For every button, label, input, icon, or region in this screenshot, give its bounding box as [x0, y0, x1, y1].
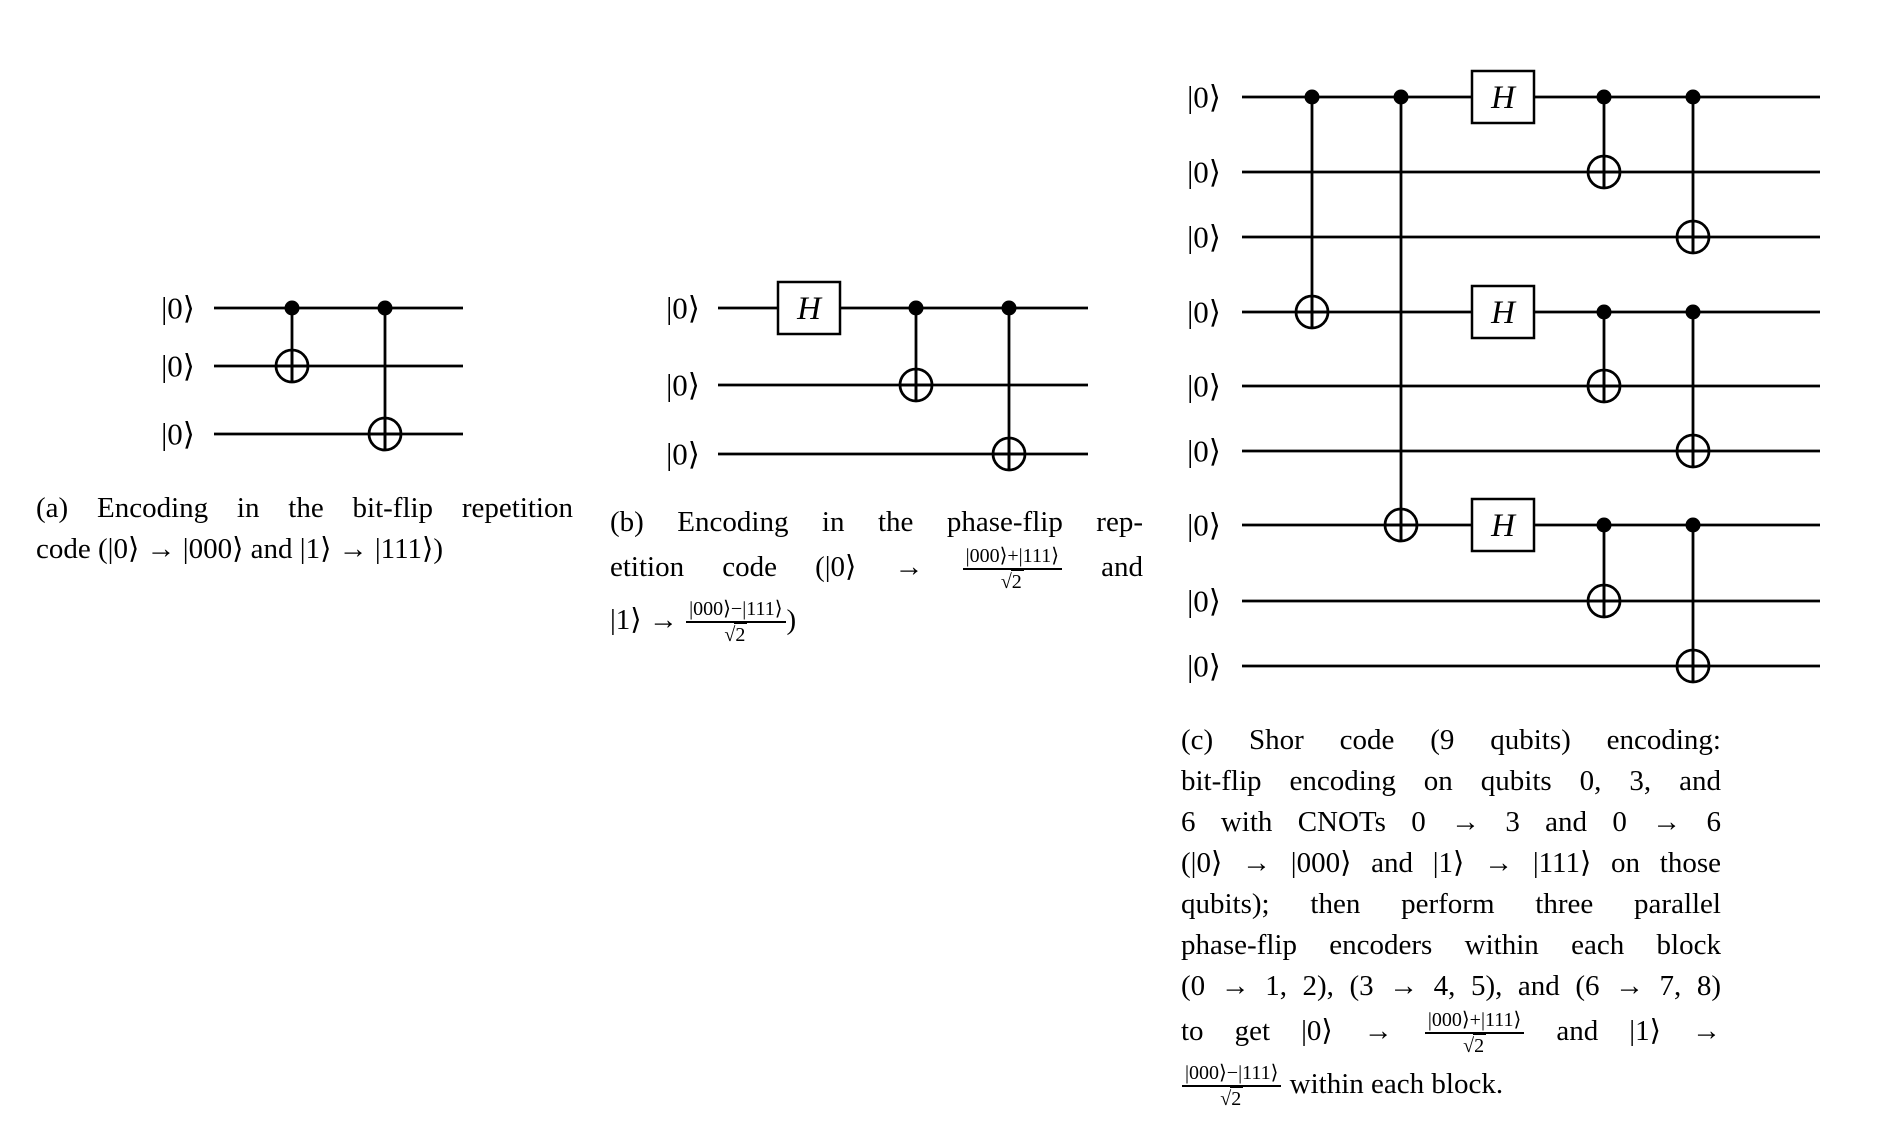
caption-text: |1⟩ →	[610, 603, 686, 636]
caption-line	[1181, 884, 1721, 925]
hadamard-gate-label: H	[797, 291, 821, 327]
cnot-control-dot	[378, 301, 393, 316]
ket-label: |0⟩	[161, 416, 195, 452]
caption-text: code (|0⟩ → |000⟩ and |1⟩ → |111⟩)	[36, 533, 444, 565]
ket-label: |0⟩	[161, 348, 195, 384]
ket-label: |0⟩	[1187, 648, 1221, 684]
cnot-control-dot	[1305, 90, 1320, 105]
radical-sign: √	[1000, 571, 1012, 594]
ket-label: |0⟩	[161, 290, 195, 326]
phaseflip-circuit-diagram	[650, 230, 1120, 480]
hadamard-gate-label: H	[1491, 295, 1515, 331]
caption-text: within each block.	[1282, 1067, 1504, 1100]
caption-line	[1181, 966, 1721, 1007]
ket-label: |0⟩	[1187, 79, 1221, 115]
caption-line	[36, 488, 573, 529]
hadamard-gate-label: H	[1491, 508, 1515, 544]
cnot-control-dot	[909, 301, 924, 316]
radical-sign: √	[1220, 1088, 1232, 1111]
fraction-numerator: |000⟩−|111⟩	[686, 598, 785, 623]
caption-text: and	[1063, 551, 1144, 584]
caption-text: (b) Encoding in the phase-flip rep-	[610, 506, 1143, 538]
cnot-control-dot	[285, 301, 300, 316]
caption-text: (0 → 1, 2), (3 → 4, 5), and (6 → 7, 8)	[1181, 970, 1721, 1002]
caption-line	[1181, 843, 1721, 884]
caption-shor	[1181, 720, 1721, 1113]
caption-line	[610, 596, 1143, 649]
superposition-fraction	[963, 545, 1062, 594]
ket-label: |0⟩	[1187, 219, 1221, 255]
cnot-control-dot	[1686, 305, 1701, 320]
caption-text: bit-flip encoding on qubits 0, 3, and	[1181, 765, 1721, 797]
ket-label: |0⟩	[1187, 433, 1221, 469]
cnot-control-dot	[1002, 301, 1017, 316]
radical-argument: 2	[735, 624, 746, 647]
fraction-numerator: |000⟩+|111⟩	[963, 545, 1062, 570]
cnot-control-dot	[1597, 305, 1612, 320]
fraction-numerator: |000⟩+|111⟩	[1425, 1009, 1524, 1034]
fraction-denominator-sqrt	[1463, 1034, 1486, 1057]
cnot-control-dot	[1686, 518, 1701, 533]
caption-text: (|0⟩ → |000⟩ and |1⟩ → |111⟩ on those	[1181, 847, 1721, 879]
caption-line	[1181, 925, 1721, 966]
ket-label: |0⟩	[666, 290, 700, 326]
caption-phaseflip	[610, 502, 1143, 649]
radical-argument: 2	[1231, 1088, 1242, 1111]
ket-label: |0⟩	[666, 367, 700, 403]
caption-line	[1181, 1007, 1721, 1060]
superposition-fraction	[686, 598, 785, 647]
superposition-fraction	[1425, 1009, 1524, 1058]
superposition-fraction	[1182, 1062, 1281, 1111]
shor-circuit-diagram	[1180, 60, 1840, 700]
radical-argument: 2	[1474, 1035, 1485, 1058]
radical-sign: √	[724, 624, 736, 647]
caption-text: etition code (|0⟩ →	[610, 551, 962, 584]
cnot-control-dot	[1597, 90, 1612, 105]
caption-line	[1181, 720, 1721, 761]
caption-text: (a) Encoding in the bit-flip repetition	[36, 492, 573, 524]
caption-text: phase-flip encoders within each block	[1181, 929, 1721, 961]
radical-argument: 2	[1011, 571, 1022, 594]
caption-text: 6 with CNOTs 0 → 3 and 0 → 6	[1181, 806, 1721, 838]
hadamard-gate-label: H	[1491, 80, 1515, 116]
caption-line	[1181, 1060, 1721, 1113]
ket-label: |0⟩	[1187, 368, 1221, 404]
fraction-denominator-sqrt	[724, 623, 747, 646]
caption-line	[36, 529, 573, 570]
fraction-denominator-sqrt	[1220, 1087, 1243, 1110]
ket-label: |0⟩	[666, 436, 700, 472]
cnot-control-dot	[1394, 90, 1409, 105]
fraction-numerator: |000⟩−|111⟩	[1182, 1062, 1281, 1087]
caption-line	[610, 502, 1143, 543]
caption-text: (c) Shor code (9 qubits) encoding:	[1181, 724, 1721, 756]
caption-text: qubits); then perform three parallel	[1181, 888, 1721, 920]
caption-text: to get |0⟩ →	[1181, 1015, 1424, 1048]
cnot-control-dot	[1686, 90, 1701, 105]
fraction-denominator-sqrt	[1001, 570, 1024, 593]
ket-label: |0⟩	[1187, 507, 1221, 543]
caption-line	[1181, 761, 1721, 802]
cnot-control-dot	[1597, 518, 1612, 533]
ket-label: |0⟩	[1187, 154, 1221, 190]
caption-text: )	[786, 603, 797, 636]
caption-bitflip	[36, 488, 573, 570]
caption-line	[1181, 802, 1721, 843]
caption-text: and |1⟩ →	[1525, 1015, 1721, 1048]
ket-label: |0⟩	[1187, 294, 1221, 330]
radical-sign: √	[1463, 1035, 1475, 1058]
caption-line	[610, 543, 1143, 596]
bitflip-circuit-diagram	[140, 230, 480, 480]
ket-label: |0⟩	[1187, 583, 1221, 619]
